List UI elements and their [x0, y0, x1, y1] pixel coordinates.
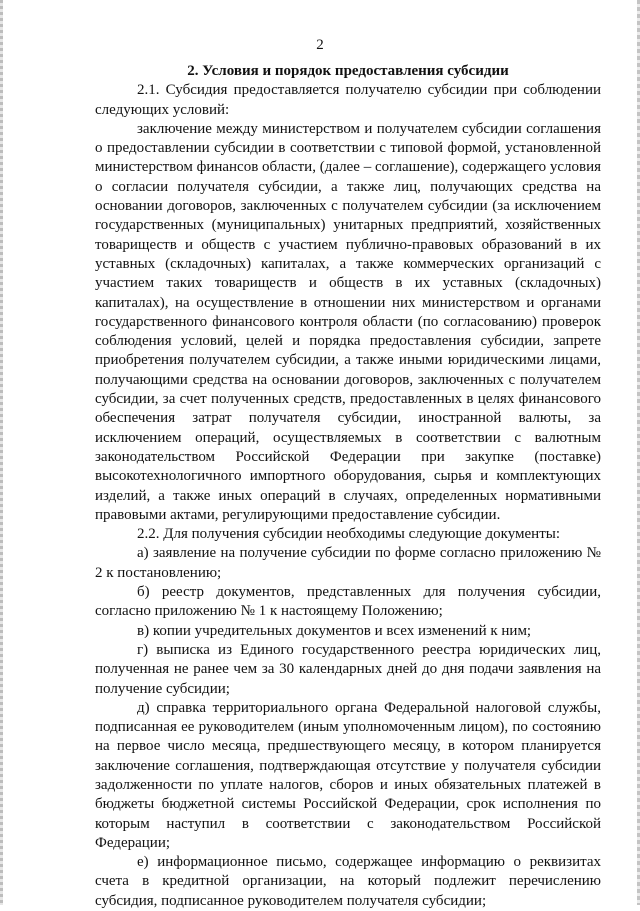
- page-number: 2: [316, 37, 324, 53]
- document-body: [95, 62, 601, 911]
- list-item-a: а) заявление на получение субсидии по форме согласно приложению № 2 к постановлению;: [95, 545, 601, 581]
- paragraph-2-2: 2.2. Для получения субсидии необходимы следующие документы:: [137, 526, 560, 543]
- section-title: 2. Условия и порядок предоставления субсидии: [187, 63, 509, 79]
- paragraph-conditions: заключение между министерством и получателем субсидии соглашения о предоставлении субсидии в соответствии с типовой формой, установленной министерством финансов области, (далее – соглашение), содержащего условия о согласии получателя субсидии, а также лиц, получающих средства на основании договоров, заключенных с получателем субсидии (за исключением государственных (муниципальных) унитарных предприятий, хозяйственных товариществ и обществ с участием публично-правовых образований в их уставных (складочных) капиталах, а также коммерческих организаций с участием таких товариществ и обществ в их уставных (складочных) капиталах), на осуществление в отношении них министерством и органами государственного финансового контроля области (по согласованию) проверок соблюдения условий, целей и порядка предоставления субсидии, запрете приобретения получателем субсидии, а также иными юридическими лицами, получающими средства на основании договоров, заключенных с получателем субсидии, за счет полученных средств, предоставленных в целях финансового обеспечения затрат получателя субсидии, иностранной валюты, за исключением операций, осуществляемых в соответствии с валютным законодательством Российской Федерации при закупке (поставке) высокотехнологичного импортного оборудования, сырья и комплектующих изделий, а также иных операций в случаях, определенных нормативными правовыми актами, регулирующими предоставление субсидии.: [95, 120, 601, 523]
- list-item-g: г) выписка из Единого государственного реестра юридических лиц, полученная не ранее чем за 30 календарных дней до дня подачи заявления на получение субсидии;: [95, 641, 601, 697]
- list-item-d: д) справка территориального органа Федеральной налоговой службы, подписанная ее руководителем (иным уполномоченным лицом), по состоянию на первое число месяца, предшествующего месяцу, в котором планируется заключение соглашения, подтверждающая отсутствие у получателя субсидии задолженности по уплате налогов, сборов и иных обязательных платежей в бюджеты бюджетной системы Российской Федерации, срок исполнения по которым наступил в соответствии с законодательством Российской Федерации;: [95, 699, 601, 851]
- scan-edge-left: [0, 0, 3, 905]
- list-item-v: в) копии учредительных документов и всех изменений к ним;: [137, 622, 532, 639]
- list-item-b: б) реестр документов, представленных для получения субсидии, согласно приложению № 1 к настоящему Положению;: [95, 584, 601, 620]
- list-item-e: е) информационное письмо, содержащее информацию о реквизитах счета в кредитной организации, на который подлежит перечислению субсидия, подписанное руководителем получателя субсидии;: [95, 854, 601, 909]
- paragraph-2-1: 2.1. Субсидия предоставляется получателю субсидии при соблюдении следующих условий:: [95, 82, 601, 118]
